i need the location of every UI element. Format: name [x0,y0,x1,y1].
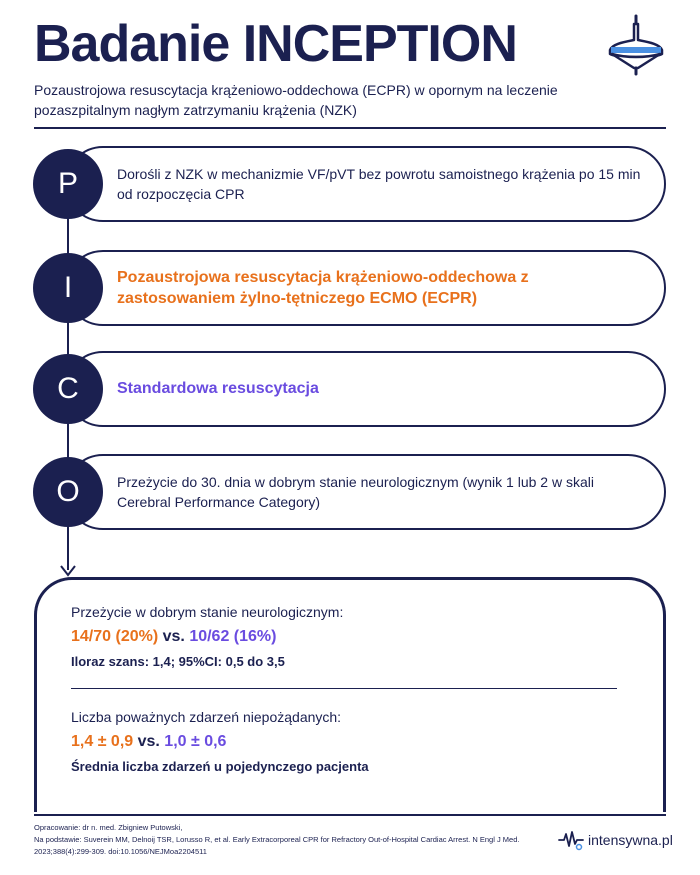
outcome1-label: Przeżycie w dobrym stanie neurologicznym: [71,604,344,620]
pico-row-outcome [33,454,666,530]
outcome1-vs: vs. [158,628,190,645]
header-divider [34,127,666,129]
outcome1-ecpr-value: 14/70 (20%) [71,628,159,645]
footer-credits [34,822,534,858]
results-divider [71,688,617,689]
outcome2-label: Liczba poważnych zdarzeń niepożądanych: [71,709,342,725]
page-title: Badanie INCEPTION [34,15,517,73]
results-box [34,577,666,812]
footer-divider [34,814,666,816]
pico-box [65,351,666,427]
pico-row-intervention [33,250,666,326]
outcome2-vs: vs. [133,733,165,750]
outcome1-values [71,628,276,646]
pico-letter-i: I [33,253,103,323]
comparison-text: Standardowa resuscytacja [117,380,319,397]
pico-letter-c: C [33,354,103,424]
outcome2-values [71,733,226,751]
outcome-text: Przeżycie do 30. dnia w dobrym stanie neurologicznym (wynik 1 lub 2 w skali Cerebral Performance Category) [117,474,594,510]
outcome1-odds-ratio: Iloraz szans: 1,4; 95%CI: 0,5 do 3,5 [71,654,285,669]
brand-name: intensywna.pl [588,832,673,848]
intervention-text: Pozaustrojowa resuscytacja krążeniowo-oddechowa z zastosowaniem żylno-tętniczego ECMO (ECPR) [117,269,529,307]
author-line: Opracowanie: dr n. med. Zbigniew Putowski, [34,823,183,832]
brand-logo [558,828,673,852]
outcome2-ecpr-value: 1,4 ± 0,9 [71,733,134,750]
pico-box [65,250,666,326]
outcome1-standard-value: 10/62 (16%) [189,628,277,645]
reference-line: Na podstawie: Suverein MM, Delnoij TSR, Lorusso R, et al. Early Extracorporeal CPR for Refractory Out-of-Hospital Cardiac Arrest. N Engl J Med. 2023;388(4):299-309. doi:10.1056/NEJMoa2204511 [34,835,520,856]
arrow-down-icon [60,565,76,577]
pico-row-comparison [33,351,666,427]
outcome2-standard-value: 1,0 ± 0,6 [164,733,227,750]
page-subtitle: Pozaustrojowa resuscytacja krążeniowo-oddechowa (ECPR) w opornym na leczenie pozaszpitalnym nagłym zatrzymaniu krążenia (NZK) [34,82,558,118]
pico-box [65,454,666,530]
pico-box [65,146,666,222]
outcome2-detail: Średnia liczba zdarzeń u pojedynczego pacjenta [71,759,369,774]
population-text: Dorośli z NZK w mechanizmie VF/pVT bez powrotu samoistnego krążenia po 15 min od rozpoczęcia CPR [117,166,641,202]
pico-row-population [33,146,666,222]
heartbeat-stethoscope-icon [558,828,584,852]
pico-letter-p: P [33,149,103,219]
pico-letter-o: O [33,457,103,527]
spinning-top-icon [608,14,664,76]
